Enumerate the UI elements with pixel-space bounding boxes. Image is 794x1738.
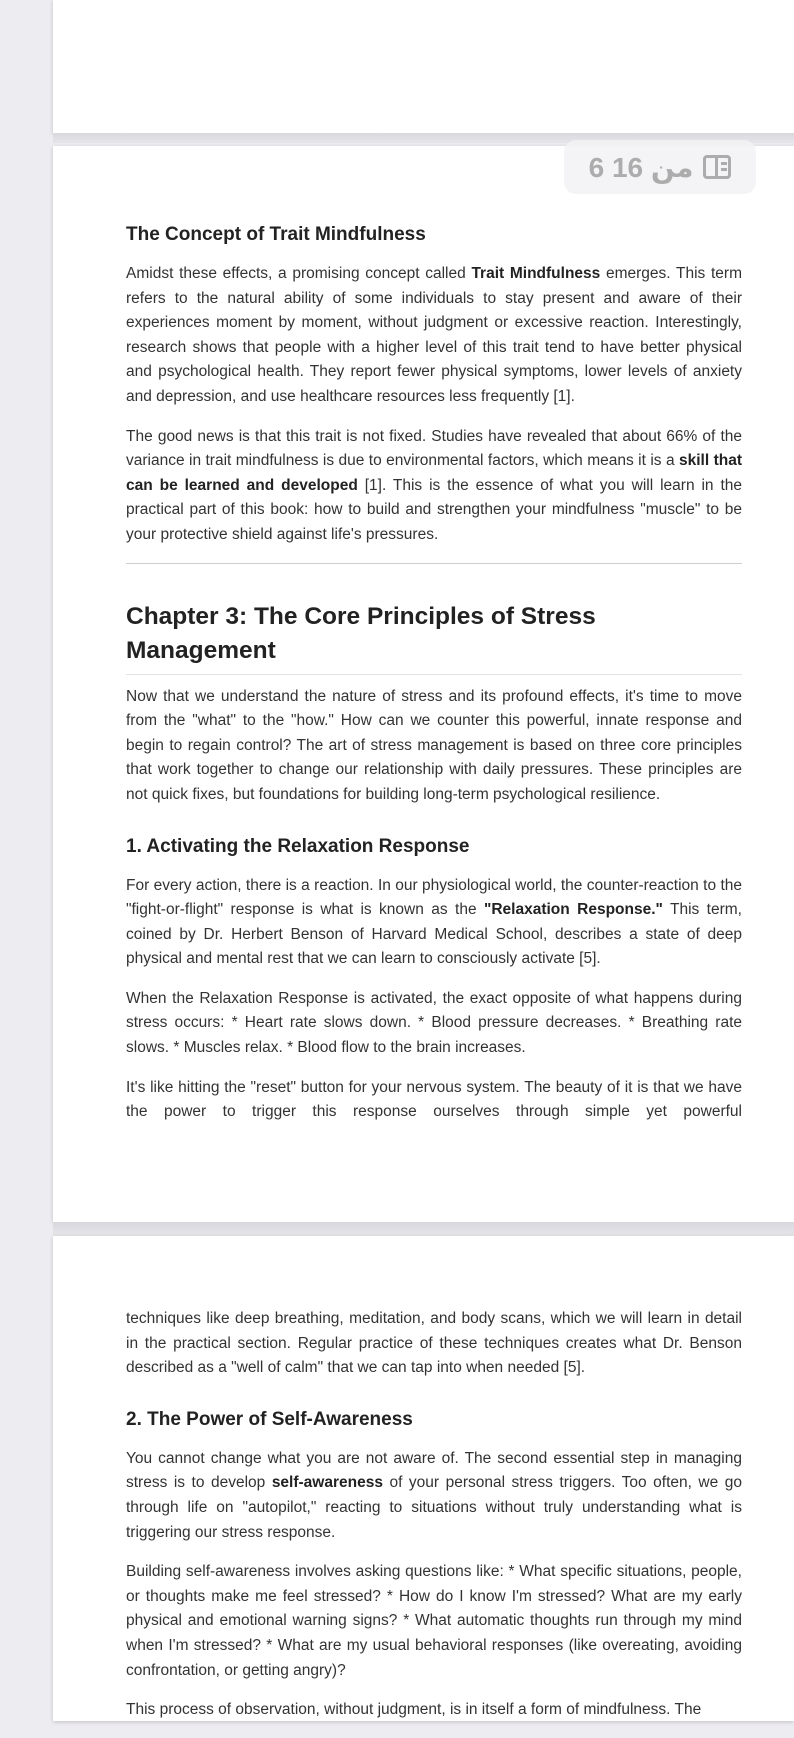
paragraph: Amidst these effects, a promising concept called Trait Mindfulness emerges. This term refers to the natural ability of some individuals to stay present and aware of their experiences moment by moment, without judgment or excessive reaction. Interestingly, research shows that people with a higher level of this trait tend to have better physical and psychological health. They report fewer physical symptoms, lower levels of anxiety and depression, and use healthcare resources less frequently [1]. bbox=[126, 265, 742, 405]
paragraph: When the Relaxation Response is activated, the exact opposite of what happens during stress occurs: * Heart rate slows down. * Blood pressure decreases. * Breathing rate slows. * Muscles relax. * Blood flow to the brain increases. bbox=[126, 989, 742, 1057]
section-divider bbox=[126, 563, 742, 564]
chapter-title: Chapter 3: The Core Principles of Stress Management bbox=[126, 600, 742, 675]
paragraph: The good news is that this trait is not fixed. Studies have revealed that about 66% of the variance in trait mindfulness is due to environmental factors, which means it is a skill that can be learned and developed [1]. This is the essence of what you will learn in the practical part of this book: how to build and strengthen your mindfulness "muscle" to be your protective shield against life's pressures. bbox=[126, 427, 743, 543]
page-separator bbox=[53, 1222, 794, 1236]
book-icon bbox=[703, 155, 731, 179]
paragraph: You cannot change what you are not aware of. The second essential step in managing stress is to develop self-awareness of your personal stress triggers. Too often, we go through life on "autopilot," reacting to situations without truly understanding what is triggering our stress response. bbox=[126, 1449, 742, 1541]
section-heading-relaxation: 1. Activating the Relaxation Response bbox=[126, 835, 470, 857]
paragraph: For every action, there is a reaction. In our physiological world, the counter-reaction to the "fight-or-flight" response is what is known as the "Relaxation Response." This term, coined by Dr. Herbert Benson of Harvard Medical School, describes a state of deep physical and mental rest that we can learn to consciously activate [5]. bbox=[126, 876, 742, 968]
page-indicator[interactable] bbox=[564, 140, 756, 194]
section-heading-trait: The Concept of Trait Mindfulness bbox=[126, 224, 426, 245]
page-counter-text: 6 من 16 bbox=[588, 151, 694, 183]
paragraph: This process of observation, without judgment, is in itself a form of mindfulness. The bbox=[126, 1701, 702, 1719]
section-heading-self-awareness: 2. The Power of Self-Awareness bbox=[126, 1408, 413, 1430]
page-7-body bbox=[126, 1307, 742, 1738]
page-6-body bbox=[126, 222, 742, 1140]
paragraph: techniques like deep breathing, meditation, and body scans, which we will learn in detail in the practical section. Regular practice of these techniques creates what Dr. Benson described as a "well of calm" that we can tap into when needed [5]. bbox=[126, 1310, 742, 1377]
paragraph: It's like hitting the "reset" button for your nervous system. The beauty of it is that we have the power to trigger this response ourselves through simple yet powerful bbox=[126, 1078, 742, 1121]
previous-page bbox=[53, 0, 794, 133]
paragraph: Building self-awareness involves asking questions like: * What specific situations, people, or thoughts make me feel stressed? * How do I know I'm stressed? What are my early physical and emotional warning signs? * What automatic thoughts run through my mind when I'm stressed? * What are my usual behavioral responses (like overeating, avoiding confrontation, or getting angry)? bbox=[126, 1563, 742, 1679]
paragraph: Now that we understand the nature of stress and its profound effects, it's time to move from the "what" to the "how." How can we counter this powerful, innate response and begin to regain control? The art of stress management is based on three core principles that work together to change our relationship with daily pressures. These principles are not quick fixes, but foundations for building long-term psychological resilience. bbox=[126, 687, 742, 803]
